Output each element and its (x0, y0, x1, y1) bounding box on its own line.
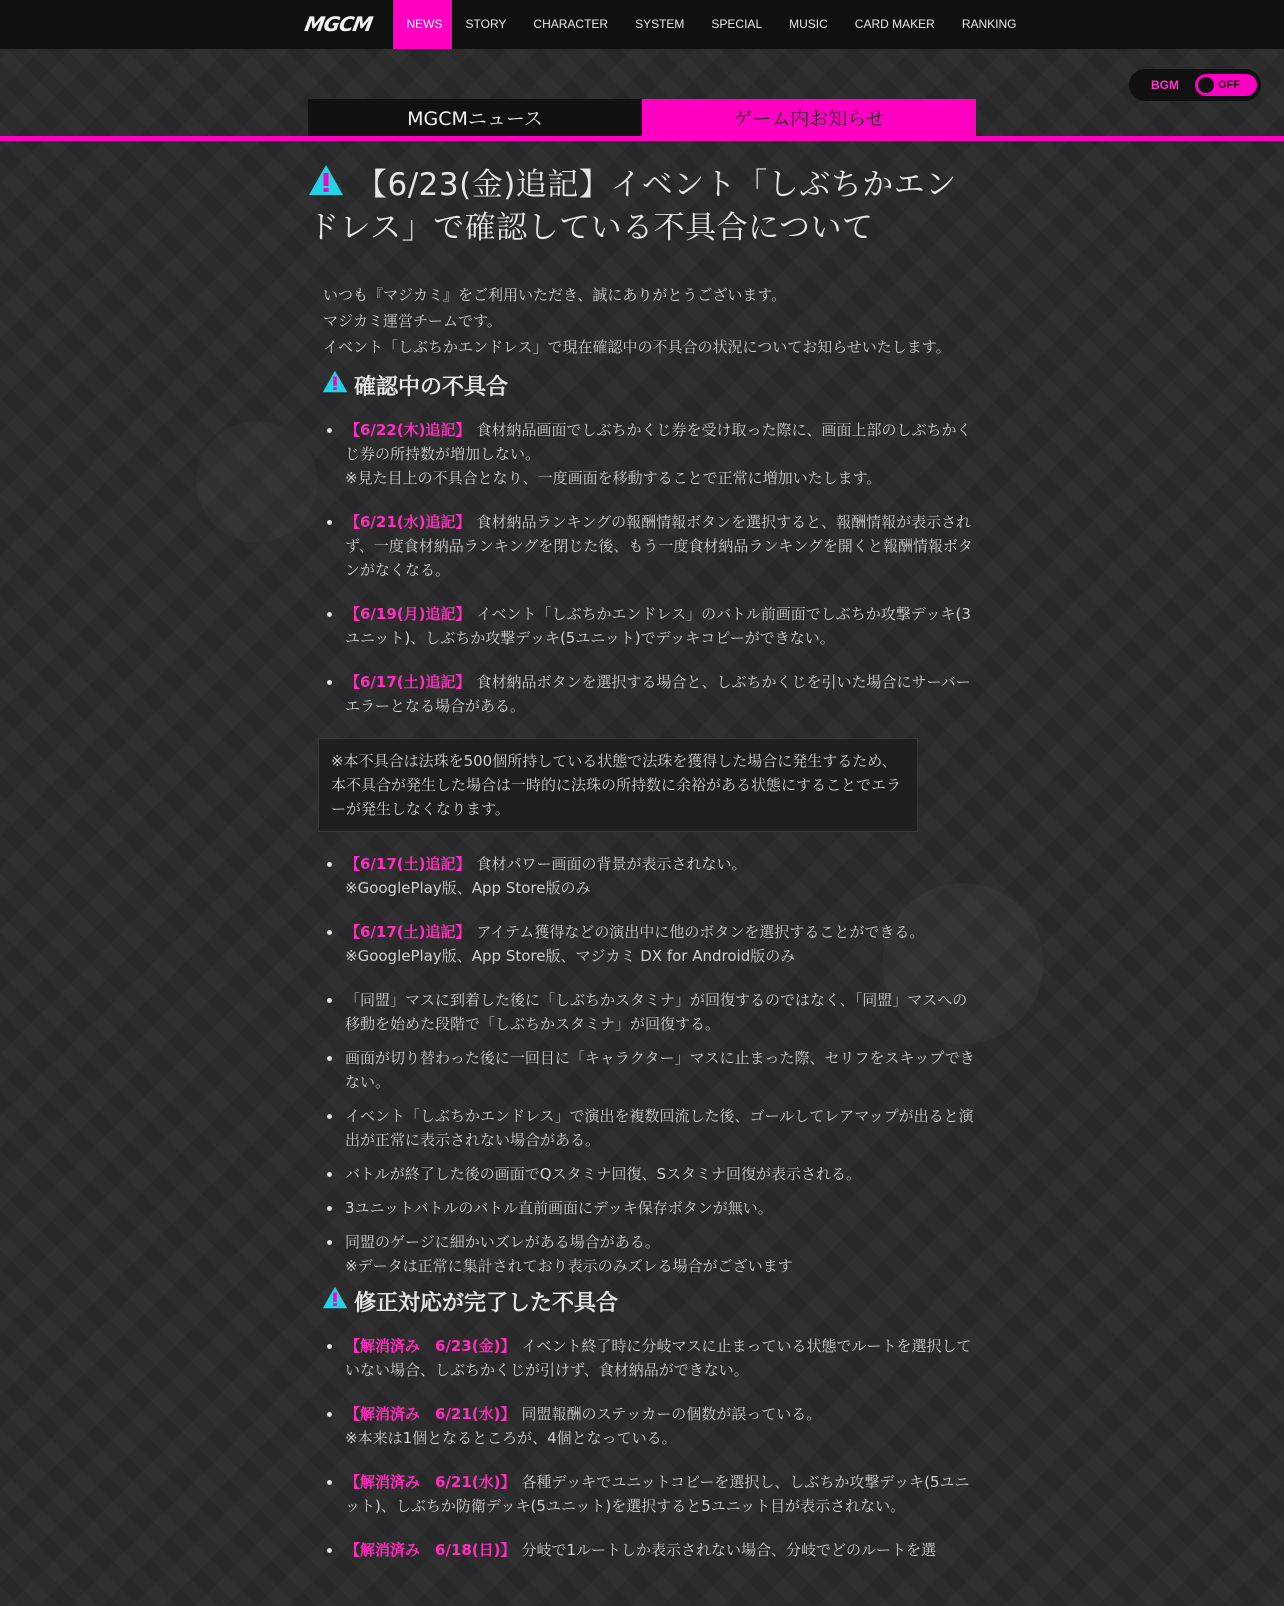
article-title-text: 【6/23(金)追記】イベント「しぶちかエンドレス」で確認している不具合について (308, 167, 957, 246)
article-intro (323, 282, 973, 360)
list-item (323, 1162, 978, 1186)
issue-text: 分岐で1ルートしか表示されない場合、分岐でどのルートを選 (521, 1540, 937, 1559)
issue-note: ※本来は1個となるところが、4個となっている。 (345, 1428, 677, 1447)
bgm-state: OFF (1218, 79, 1240, 91)
issue-tag: 【6/19(月)追記】 (345, 604, 471, 623)
issue-text: バトルが終了した後の画面でQスタミナ回復、Sスタミナ回復が表示される。 (345, 1164, 862, 1183)
list-item (323, 1402, 978, 1450)
bgm-label: BGM (1151, 78, 1179, 92)
list-item (323, 1230, 978, 1278)
issue-tag: 【6/17(土)追記】 (345, 854, 471, 873)
pending-issue-list (323, 852, 978, 1278)
list-item (323, 1538, 978, 1562)
issue-text: 各種デッキでユニットコピーを選択し、しぶちか攻撃デッキ(5ユニット)、しぶちか防衛デッキ(5ユニット)を選択すると5ユニット目が表示されない。 (345, 1472, 970, 1515)
issue-text: 食材パワー画面の背景が表示されない。 (476, 854, 747, 873)
warning-icon (322, 1286, 348, 1318)
issue-tag: 【解消済み 6/21(水)】 (345, 1404, 516, 1423)
top-navbar (0, 0, 1284, 49)
issue-note: ※GooglePlay版、App Store版、マジカミ DX for Android版のみ (345, 946, 796, 965)
section-heading-pending (322, 372, 976, 404)
bgm-control (1129, 69, 1261, 101)
list-item (323, 852, 978, 900)
issue-text: 食材納品画面でしぶちかくじ券を受け取った際に、画面上部のしぶちかくじ券の所持数が増加しない。 (345, 420, 972, 463)
list-item (323, 1334, 978, 1382)
issue-text: 画面が切り替わった後に一回目に「キャラクター」マスに止まった際、セリフをスキップできない。 (345, 1048, 975, 1091)
issue-text: イベント終了時に分岐マスに止まっている状態でルートを選択していない場合、しぶちかくじが引けず、食材納品ができない。 (345, 1336, 972, 1379)
nav-item-special[interactable]: SPECIAL (711, 17, 763, 31)
issue-note: ※GooglePlay版、App Store版のみ (345, 878, 591, 897)
tab-underline (0, 136, 1284, 141)
list-item (323, 418, 978, 490)
issue-text: イベント「しぶちかエンドレス」で演出を複数回流した後、ゴールしてレアマップが出ると演出が正常に表示されない場合がある。 (345, 1106, 974, 1149)
issue-tag: 【6/17(土)追記】 (345, 922, 471, 941)
issue-text: 食材納品ランキングの報酬情報ボタンを選択すると、報酬情報が表示されず、一度食材納品ランキングを閉じた後、もう一度食材納品ランキングを開くと報酬情報ボタンがなくなる。 (345, 512, 973, 579)
bgm-toggle[interactable] (1195, 74, 1257, 96)
intro-line: いつも『マジカミ』をご利用いただき、誠にありがとうございます。 (323, 285, 787, 304)
intro-line: イベント「しぶちかエンドレス」で現在確認中の不具合の状況についてお知らせいたします。 (323, 337, 951, 356)
section-heading-text: 修正対応が完了した不具合 (354, 1290, 619, 1316)
toggle-knob (1198, 77, 1214, 93)
list-item (323, 1104, 978, 1152)
pending-issue-list (323, 418, 978, 718)
issue-tag: 【6/22(木)追記】 (345, 420, 471, 439)
nav-item-character[interactable]: CHARACTER (533, 17, 609, 31)
issue-tag: 【6/21(水)追記】 (345, 512, 471, 531)
news-tabs (308, 99, 976, 139)
nav-item-card-maker[interactable]: CARD MAKER (854, 17, 935, 31)
nav-menu (393, 0, 1030, 49)
warning-icon (308, 164, 344, 206)
list-item (323, 602, 978, 650)
issue-text: イベント「しぶちかエンドレス」のバトル前画面でしぶちか攻撃デッキ(3ユニット)、しぶちか攻撃デッキ(5ユニット)でデッキコピーができない。 (345, 604, 971, 647)
section-heading-fixed (322, 1288, 976, 1320)
issue-text: 食材納品ボタンを選択する場合と、しぶちかくじを引いた場合にサーバーエラーとなる場合がある。 (345, 672, 971, 715)
nav-item-system[interactable]: SYSTEM (635, 17, 685, 31)
list-item (323, 920, 978, 968)
intro-line: マジカミ運営チームです。 (323, 311, 502, 330)
site-logo[interactable]: MGCM (302, 12, 375, 36)
list-item (323, 670, 978, 718)
issue-text: 同盟報酬のステッカーの個数が誤っている。 (521, 1404, 822, 1423)
section-heading-text: 確認中の不具合 (354, 374, 509, 400)
list-item (323, 988, 978, 1036)
list-item (323, 1196, 978, 1220)
article-title (308, 165, 976, 248)
nav-item-story[interactable]: STORY (465, 17, 507, 31)
tab-ingame-notice[interactable]: ゲーム内お知らせ (642, 99, 976, 139)
issue-text: 同盟のゲージに細かいズレがある場合がある。 (345, 1232, 660, 1251)
issue-tag: 【解消済み 6/18(日)】 (345, 1540, 516, 1559)
issue-note: ※見た目上の不具合となり、一度画面を移動することで正常に増加いたします。 (345, 468, 882, 487)
list-item (323, 1470, 978, 1518)
issue-tag: 【解消済み 6/21(水)】 (345, 1472, 516, 1491)
warning-icon (322, 370, 348, 402)
issue-text: 3ユニットバトルのバトル直前画面にデッキ保存ボタンが無い。 (345, 1198, 773, 1217)
tab-mgcm-news[interactable]: MGCMニュース (308, 99, 642, 139)
fixed-issue-list (323, 1334, 978, 1562)
note-box: ※本不具合は法珠を500個所持している状態で法珠を獲得した場合に発生するため、本不具合が発生した場合は一時的に法珠の所持数に余裕がある状態にすることでエラーが発生しなくなります。 (318, 738, 918, 832)
list-item (323, 510, 978, 582)
nav-item-music[interactable]: MUSIC (789, 17, 828, 31)
issue-note: ※データは正常に集計されており表示のみズレる場合がございます (345, 1256, 793, 1275)
nav-item-news[interactable]: NEWS (393, 0, 452, 49)
nav-item-ranking[interactable]: RANKING (961, 17, 1017, 31)
issue-text: 「同盟」マスに到着した後に「しぶちかスタミナ」が回復するのではなく、「同盟」マスへの移動を始めた段階で「しぶちかスタミナ」が回復する。 (345, 990, 968, 1033)
list-item (323, 1046, 978, 1094)
issue-text: アイテム獲得などの演出中に他のボタンを選択することができる。 (476, 922, 925, 941)
article (308, 165, 976, 1582)
issue-tag: 【解消済み 6/23(金)】 (345, 1336, 516, 1355)
issue-tag: 【6/17(土)追記】 (345, 672, 471, 691)
